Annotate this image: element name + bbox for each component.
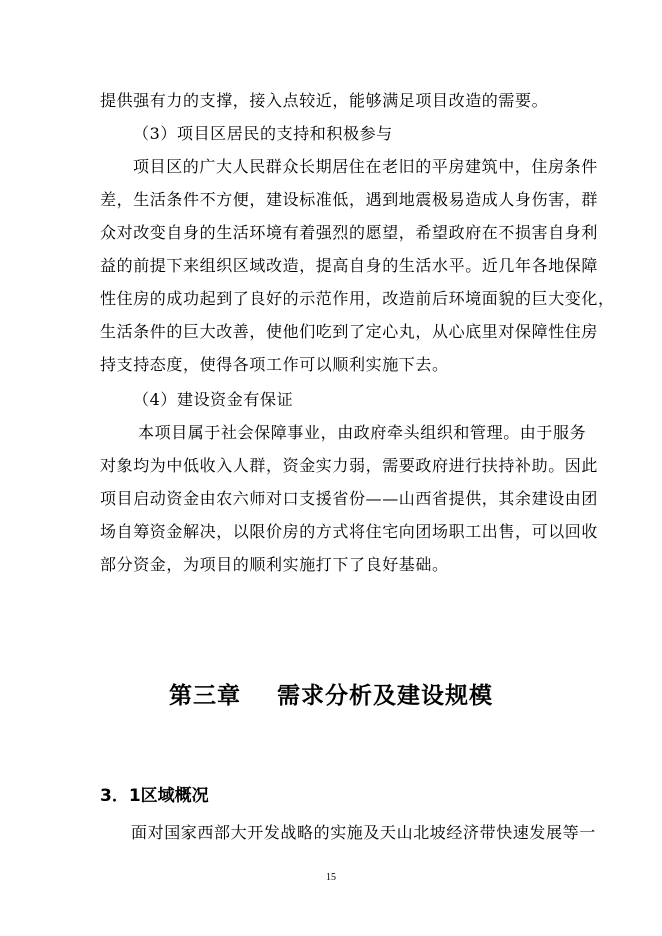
paragraph-line: 众对改变自身的生活环境有着强烈的愿望，希望政府在不损害自身利 [100,223,599,242]
paragraph-line: 提供强有力的支撑，接入点较近，能够满足项目改造的需要。 [100,91,549,110]
paragraph-line: 部分资金，为项目的顺利实施打下了良好基础。 [100,555,449,574]
page-number: 15 [326,872,336,883]
paragraph-line: 场自筹资金解决，以限价房的方式将住宅向团场职工出售，可以回收 [100,522,599,541]
paragraph-line: 项目区的广大人民群众长期居住在老旧的平房建筑中，住房条件 [133,157,598,176]
subheading-4: （4）建设资金有保证 [133,390,294,409]
paragraph-line: 对象均为中低收入人群，资金实力弱，需要政府进行扶持补助。因此 [100,456,599,475]
paragraph-line: 差，生活条件不方便，建设标准低，遇到地震极易造成人身伤害，群 [100,190,599,209]
paragraph-line: 本项目属于社会保障事业，由政府牵头组织和管理。由于服务 [138,423,587,442]
paragraph-line: 益的前提下来组织区域改造，提高自身的生活水平。近几年各地保障 [100,256,599,275]
chapter-title: 第三章 需求分析及建设规模 [168,683,494,709]
section-paragraph: 面对国家西部大开发战略的实施及天山北坡经济带快速发展等一 [131,823,596,842]
paragraph-line: 持支持态度，使得各项工作可以顺利实施下去。 [100,355,449,374]
paragraph-line: 性住房的成功起到了良好的示范作用，改造前后环境面貌的巨大变化， [100,289,615,308]
subheading-3: （3）项目区居民的支持和积极参与 [133,124,393,143]
paragraph-line: 生活条件的巨大改善，使他们吃到了定心丸，从心底里对保障性住房 [100,322,599,341]
section-title: 3．1区域概况 [100,786,209,806]
paragraph-line: 项目启动资金由农六师对口支援省份——山西省提供，其余建设由团 [100,489,599,508]
